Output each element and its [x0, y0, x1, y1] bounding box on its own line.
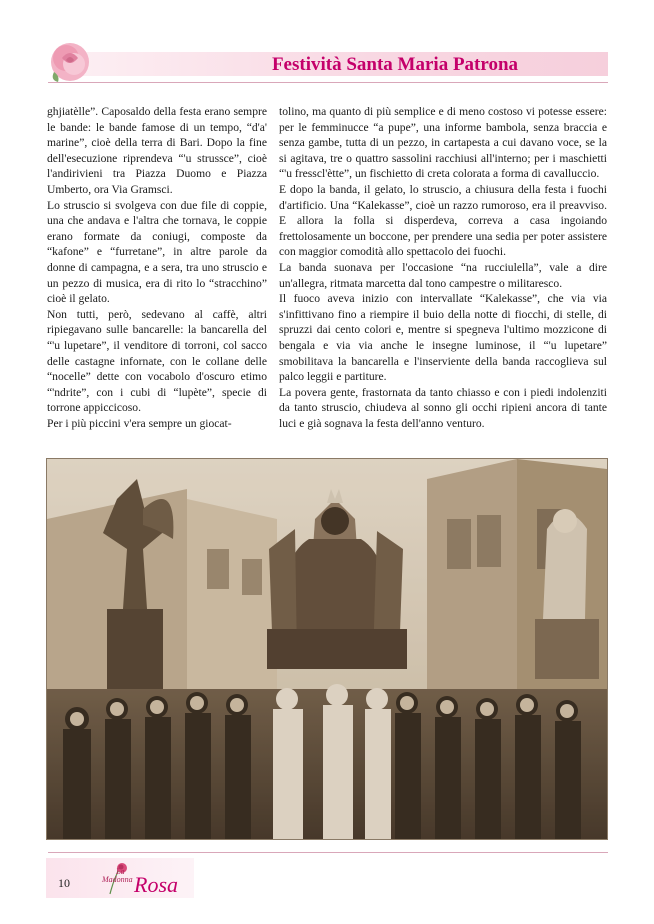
paragraph: La banda suonava per l'occasione “na rucciulella”, vale a dire un'allegra, ritmata marcetta dal tono campestre o militaresco.: [279, 260, 607, 290]
footer-divider: [48, 852, 608, 853]
rose-icon: [96, 858, 196, 898]
logo-text-la: La: [116, 867, 125, 876]
rose-icon: [44, 38, 96, 86]
paragraph: tolino, ma quanto di più semplice e di meno costoso vi potesse essere: per le femminucce “a pupe”, una informe bambola, senza braccia e senza gambe, tutta di un pezzo, in cartapesta a cui davano voce, se la si agitava, tre o quattro sassolini racchiusi all'interno; per i maschietti “'u fresscl'ètte”, un fischietto di creta colorata a forma di cavalluccio.: [279, 105, 607, 181]
paragraph: ghjiatèlle”. Caposaldo della festa erano sempre le bande: le bande famose di un tempo, “d'a' marine”, cioè della terra di Bari. Dopo la fine dell'esecuzione riprendeva “'u strussce”, cioè l'andirivieni tra Piazza Duomo e Piazza Umberto, ora Via Gramsci.: [47, 105, 267, 196]
procession-photo: [46, 458, 608, 840]
logo-text-rosa: Rosa: [134, 872, 178, 897]
paragraph: Non tutti, però, sedevano al caffè, altri ripiegavano sulle bancarelle: la bancarella del “'u lupetare”, il venditore di torroni, col sacco delle castagne infornate, con le collane delle “nocelle” dette con vocabolo d'oscuro etimo “'ndrite”, con i cubi di “lupète”, specie di torrone appiccicoso.: [47, 307, 267, 415]
paragraph: Lo struscio si svolgeva con due file di coppie, una che andava e l'altra che tornava, le coppie erano formate da coniugi, composte da “kafone” e “furretane”, in altre parole da donne di campagna, e a sera, tra uno struscio e un pezzo di musica, era di rito lo “stracchino” cioè il gelato.: [47, 198, 267, 306]
page-title: Festività Santa Maria Patrona: [271, 54, 519, 75]
procession-illustration: [47, 459, 607, 839]
magazine-logo: [96, 858, 196, 898]
left-column: [47, 104, 267, 431]
paragraph: Il fuoco aveva inizio con intervallate “Kalekasse”, che via via s'infittivano fino a riempire il buio della notte di fiocchi, di stelle, di spruzzi dai cento colori e, mentre si spegneva l'ultimo mozzicone di bengala e via via anche le insegne luminose, il “'u lupetare” smobilitava la bancarella e l'inserviente della banda raccoglieva sul palco leggii e partiture.: [279, 292, 607, 384]
paragraph: E dopo la banda, il gelato, lo struscio, a chiusura della festa i fuochi d'artificio. Una “Kalekasse”, cioè un razzo rumoroso, era il preavviso. E allora la folla si disperdeva, correva a casa ingoiando frettolosamente un boccone, per prendere una sedia per poter assistere con maggior comodità allo spettacolo dei fuochi.: [279, 182, 607, 259]
paragraph: La povera gente, frastornata da tanto chiasso e con i piedi indolenziti da tanto struscio, chiudeva al sonno gli occhi ripieni ancora di tante luci e già sognava la festa dell'anno venturo.: [279, 385, 607, 430]
paragraph: Per i più piccini v'era sempre un giocat-: [47, 416, 232, 430]
right-column: [279, 104, 607, 431]
page-number: 10: [58, 876, 70, 890]
logo-text-madonna: Madonna: [102, 875, 133, 884]
header-divider: [48, 82, 608, 83]
